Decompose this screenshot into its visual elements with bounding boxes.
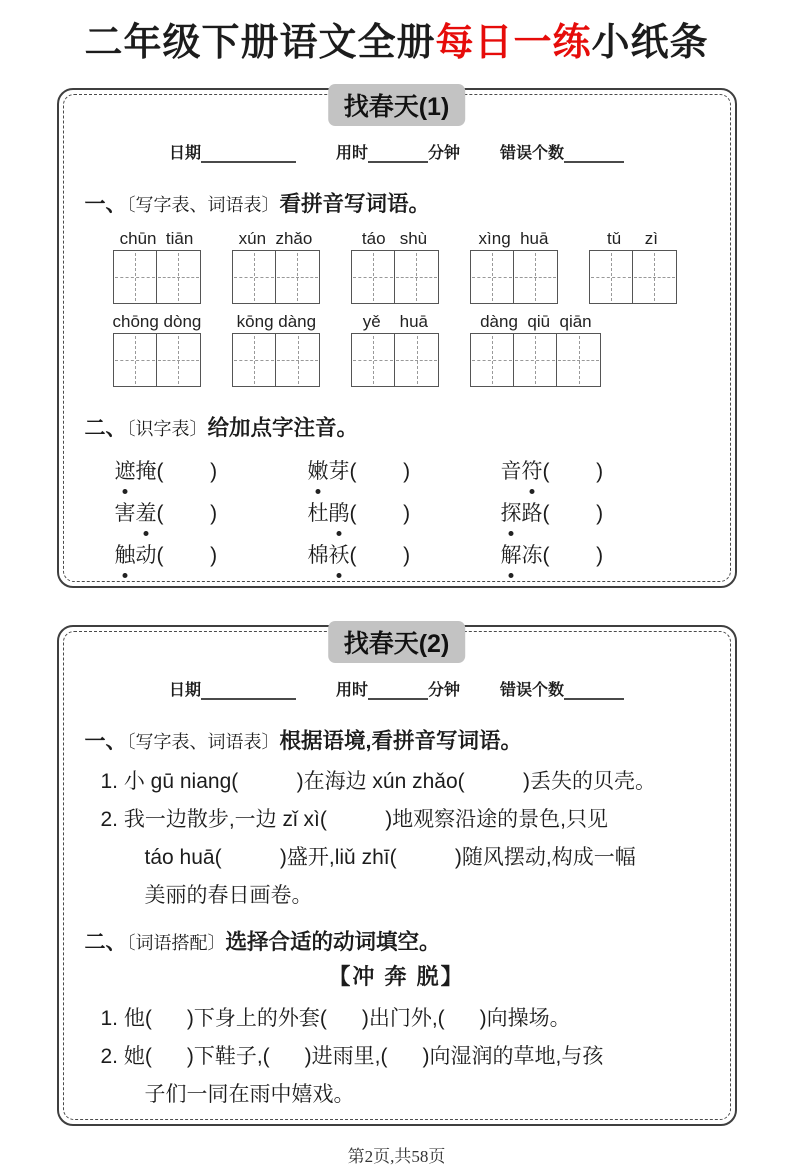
character: 棉 (307, 544, 329, 567)
answer-blank[interactable]: ( ) (542, 544, 604, 567)
annotate-item (501, 542, 709, 576)
writing-cell[interactable] (514, 334, 557, 386)
date-field (169, 677, 296, 700)
answer-blank[interactable]: ( ) (349, 460, 411, 483)
annotate-item (115, 458, 308, 492)
writing-cell[interactable] (114, 334, 157, 386)
page-title-part2: 小纸条 (591, 22, 709, 64)
pinyin-row (113, 311, 709, 387)
dotted-character: 羞 (136, 500, 157, 528)
zhuyin-grid (115, 458, 709, 576)
character: 路 (521, 502, 543, 525)
character: 杜 (307, 502, 329, 525)
time-label: 用时 (335, 145, 368, 162)
question-1-heading (85, 187, 709, 218)
writing-grid[interactable] (113, 250, 201, 304)
writing-grid[interactable] (470, 250, 558, 304)
pinyin-row (113, 228, 709, 304)
dotted-character: 符 (522, 458, 543, 486)
answer-blank[interactable]: ( ) (542, 460, 604, 483)
pinyin-label: táo shù (361, 229, 428, 248)
writing-cell[interactable] (352, 334, 395, 386)
writing-cell[interactable] (395, 334, 438, 386)
section-title-badge: 找春天(2) (328, 621, 466, 663)
character: 芽 (328, 460, 350, 483)
pinyin-word-group (113, 311, 202, 387)
page-title-highlight: 每日一练 (435, 22, 592, 64)
writing-grid[interactable] (351, 333, 439, 387)
character: 音 (500, 460, 522, 483)
dotted-character: 嫩 (308, 458, 329, 486)
writing-grid[interactable] (470, 333, 601, 387)
writing-grid[interactable] (232, 250, 320, 304)
question-instruction: 给加点字注音。 (207, 416, 359, 440)
question-tag: 〔写字表、词语表〕 (126, 732, 280, 752)
character: 动 (135, 544, 157, 567)
writing-cell[interactable] (233, 251, 276, 303)
dotted-character: 鹃 (329, 500, 350, 528)
writing-grid[interactable] (232, 333, 320, 387)
pinyin-word-group (470, 228, 558, 304)
question-tag: 〔识字表〕 (126, 419, 208, 439)
pinyin-label: xìng huā (478, 229, 549, 248)
question-tag: 〔词语搭配〕 (126, 933, 226, 953)
exercise-line: 美丽的春日画卷。 (144, 884, 313, 907)
minutes-label: 分钟 (428, 682, 461, 699)
writing-cell[interactable] (471, 251, 514, 303)
writing-cell[interactable] (395, 251, 438, 303)
question-2-heading (85, 411, 709, 442)
pinyin-label: dàng qiū qiān (480, 312, 592, 331)
date-blank[interactable] (201, 145, 296, 163)
verb-fill-items (85, 1000, 709, 1114)
question-2-heading (85, 925, 709, 956)
writing-cell[interactable] (114, 251, 157, 303)
question-number: 二、 (84, 417, 127, 440)
dotted-character: 探 (501, 500, 522, 528)
errors-field (500, 677, 624, 700)
character: 冻 (521, 544, 543, 567)
pinyin-label: tǔ zì (606, 229, 659, 248)
page-title (0, 18, 793, 68)
exercise-line: 1. 他( )下身上的外套( )出门外,( )向操场。 (100, 1007, 571, 1030)
writing-cell[interactable] (276, 334, 319, 386)
minutes-label: 分钟 (428, 145, 461, 162)
character: 掩 (135, 460, 157, 483)
pinyin-word-group (351, 228, 439, 304)
errors-blank[interactable] (564, 145, 624, 163)
meta-line (85, 140, 709, 163)
dotted-character: 触 (115, 542, 136, 570)
pinyin-label: kōng dàng (236, 312, 317, 331)
answer-blank[interactable]: ( ) (156, 502, 218, 525)
answer-blank[interactable]: ( ) (349, 502, 411, 525)
pinyin-word-group (351, 311, 439, 387)
exercise-line: 2. 她( )下鞋子,( )进雨里,( )向湿润的草地,与孩 (100, 1045, 604, 1068)
writing-cell[interactable] (590, 251, 633, 303)
worksheet-card-2 (57, 625, 737, 1126)
time-blank[interactable] (368, 145, 428, 163)
exercise-line: táo huā( )盛开,liǔ zhī( )随风摆动,构成一幅 (144, 846, 636, 869)
answer-blank[interactable]: ( ) (542, 502, 604, 525)
pinyin-label: yě huā (362, 312, 428, 331)
answer-blank[interactable]: ( ) (156, 544, 218, 567)
question-number: 二、 (84, 931, 127, 954)
writing-cell[interactable] (352, 251, 395, 303)
date-label: 日期 (168, 682, 201, 699)
writing-cell[interactable] (514, 251, 557, 303)
time-field (336, 677, 460, 700)
character: 害 (114, 502, 136, 525)
exercise-line: 子们一同在雨中嬉戏。 (144, 1083, 355, 1106)
page-number: 第2页,共58页 (347, 1147, 446, 1166)
pinyin-word-group (470, 311, 601, 387)
question-instruction: 选择合适的动词填空。 (225, 930, 441, 954)
exercise-line: 2. 我一边散步,一边 zǐ xì( )地观察沿途的景色,只见 (100, 808, 609, 831)
context-fill-items (85, 763, 709, 915)
writing-cell[interactable] (276, 251, 319, 303)
errors-label: 错误个数 (500, 682, 565, 699)
question-instruction: 根据语境,看拼音写词语。 (279, 729, 522, 753)
writing-cell[interactable] (471, 334, 514, 386)
pinyin-label: chūn tiān (119, 229, 194, 248)
writing-cell[interactable] (233, 334, 276, 386)
time-field (336, 140, 460, 163)
writing-cell[interactable] (633, 251, 676, 303)
pinyin-label: xún zhǎo (238, 229, 313, 248)
time-blank[interactable] (368, 682, 428, 700)
annotate-item (308, 458, 501, 492)
writing-grid[interactable] (589, 250, 677, 304)
annotate-item (501, 458, 709, 492)
errors-field (500, 140, 624, 163)
exercise-line: 1. 小 gū niang( )在海边 xún zhǎo( )丢失的贝壳。 (100, 770, 656, 793)
date-label: 日期 (168, 145, 201, 162)
dotted-character: 遮 (115, 458, 136, 486)
writing-grid[interactable] (351, 250, 439, 304)
answer-blank[interactable]: ( ) (349, 544, 411, 567)
pinyin-word-group (232, 311, 320, 387)
pinyin-rows (113, 228, 709, 387)
meta-line (85, 677, 709, 700)
date-field (169, 140, 296, 163)
pinyin-label: chōng dòng (112, 312, 202, 331)
annotate-item (115, 542, 308, 576)
question-number: 一、 (84, 193, 127, 216)
answer-blank[interactable]: ( ) (156, 460, 218, 483)
pinyin-word-group (232, 228, 320, 304)
annotate-item (308, 542, 501, 576)
annotate-item (115, 500, 308, 534)
verb-options: 【冲 奔 脱】 (328, 964, 465, 989)
question-tag: 〔写字表、词语表〕 (126, 195, 280, 215)
page-title-part1: 二年级下册语文全册 (84, 22, 436, 64)
writing-cell[interactable] (557, 334, 600, 386)
annotate-item (501, 500, 709, 534)
pinyin-word-group (589, 228, 677, 304)
question-instruction: 看拼音写词语。 (279, 192, 431, 216)
pinyin-word-group (113, 228, 201, 304)
writing-cell[interactable] (157, 251, 200, 303)
date-blank[interactable] (201, 682, 296, 700)
question-1-heading (85, 724, 709, 755)
errors-label: 错误个数 (500, 145, 565, 162)
worksheet-card-1 (57, 88, 737, 588)
question-number: 一、 (84, 730, 127, 753)
dotted-character: 解 (501, 542, 522, 570)
time-label: 用时 (335, 682, 368, 699)
errors-blank[interactable] (564, 682, 624, 700)
annotate-item (308, 500, 501, 534)
writing-grid[interactable] (113, 333, 201, 387)
writing-cell[interactable] (157, 334, 200, 386)
dotted-character: 袄 (329, 542, 350, 570)
section-title-badge: 找春天(1) (328, 84, 466, 126)
